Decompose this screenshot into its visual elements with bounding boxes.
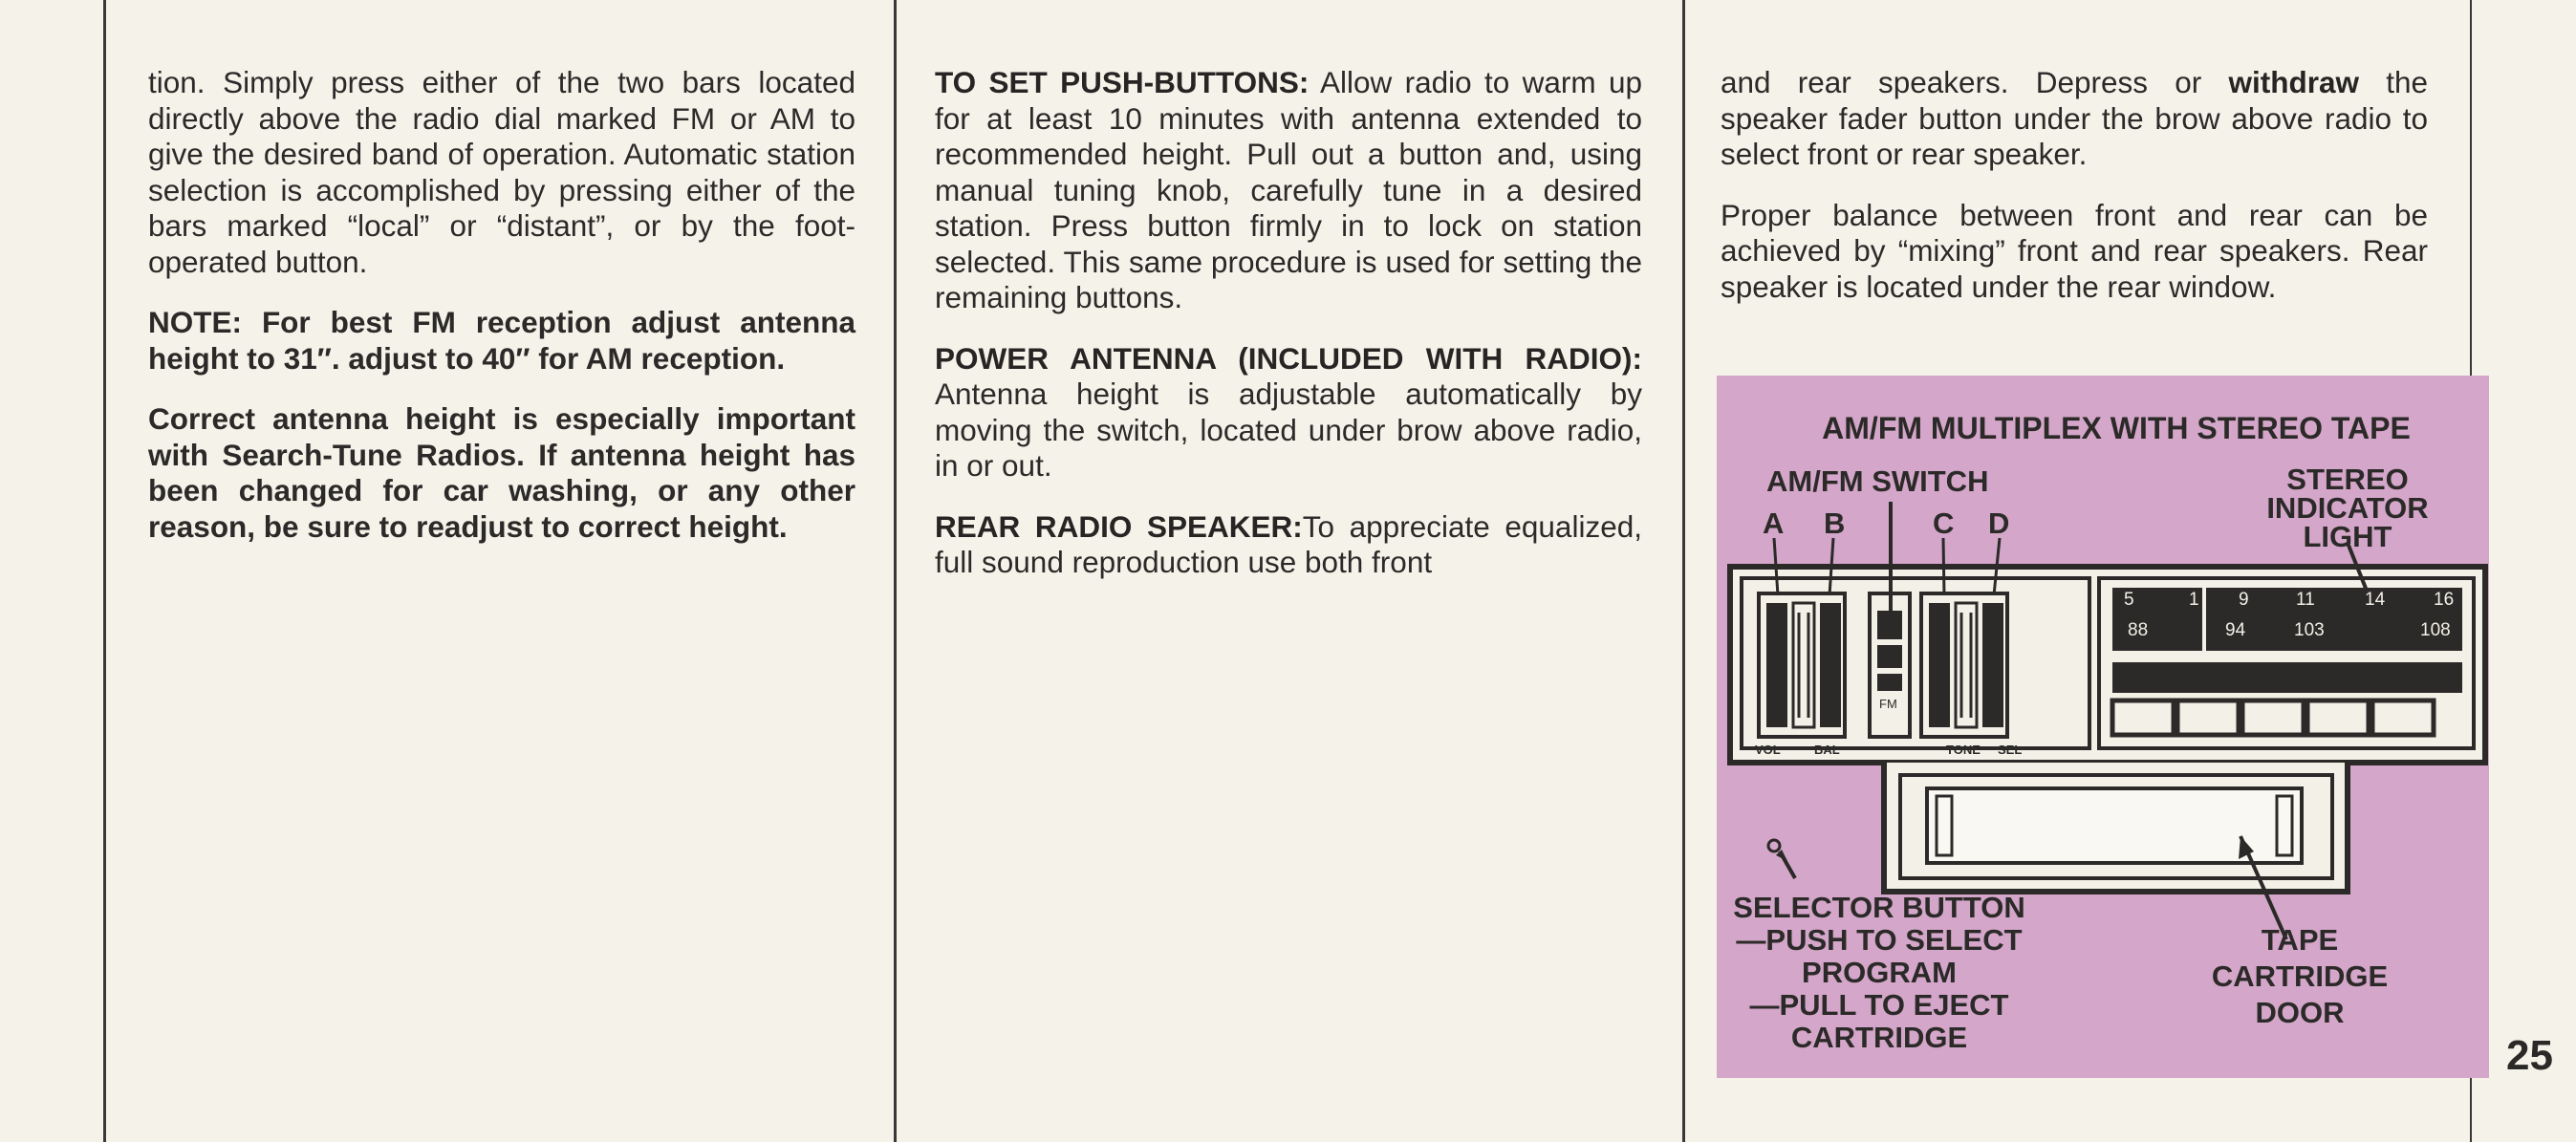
- knob-label-sel: SEL: [1998, 743, 2023, 757]
- fader-bold-withdraw: withdraw: [2228, 65, 2359, 99]
- text-column-1: [148, 65, 855, 570]
- selector-label-line5: CARTRIDGE: [1790, 1021, 1968, 1054]
- knob-label-bal: BAL: [1814, 743, 1840, 757]
- paragraph-balance: Proper balance between front and rear can be achieved by “mixing” front and rear speakers. Rear speaker is located under the rear window.: [1721, 197, 2428, 304]
- switch-letter-c: C: [1933, 506, 1955, 540]
- paragraph-power-antenna: [935, 341, 1642, 485]
- fader-text-b: the speaker fader button under the brow above radio to select front or rear speaker.: [1721, 65, 2428, 171]
- diagram-title: AM/FM MULTIPLEX WITH STEREO TAPE: [1822, 411, 2411, 445]
- paragraph-band-selection: tion. Simply press either of the two bars located directly above the radio dial marked FM or AM to give the desired band of operation. Automatic station selection is accomplished by pressing either of the bars marked “local” or “distant”, or by the foot-operated button.: [148, 65, 855, 279]
- dial-num: 11: [2296, 590, 2315, 610]
- rear-speaker-body: To appreciate equalized, full sound reproduction use both front: [935, 508, 1642, 579]
- dial-num: 1: [2189, 590, 2199, 610]
- push-buttons-body: Allow radio to warm up for at least 10 minutes with antenna extended to recommended height. Pull out a button and, using manual tuning knob, carefully tune in a desired station. Press button firmly in to lock on station selected. This same procedure is used for setting the remaining buttons.: [935, 65, 1642, 314]
- dial-num: 5: [2124, 590, 2134, 610]
- note-antenna-height: [148, 305, 855, 377]
- paragraph-fader: [1721, 65, 2428, 173]
- text-column-3: [1721, 65, 2428, 330]
- stereo-label-line2: INDICATOR: [2266, 491, 2429, 525]
- switch-letter-b: B: [1824, 506, 1846, 540]
- dial-num: 9: [2239, 590, 2249, 610]
- switch-letter-d: D: [1988, 506, 2010, 540]
- dial-num: 103: [2294, 620, 2325, 640]
- dial-num: 14: [2365, 590, 2386, 610]
- importance-text: Correct antenna height is especially important with Search-Tune Radios. If antenna height has been changed for car washing, or any other reason, be sure to readjust to correct height.: [148, 401, 855, 544]
- selector-label-line2: —PUSH TO SELECT: [1736, 923, 2023, 957]
- dial-num: 16: [2434, 590, 2455, 610]
- fm-mark: FM: [1879, 697, 1897, 711]
- power-antenna-body: Antenna height is adjustable automatically by moving the switch, located under brow above radio, in or out.: [935, 377, 1642, 483]
- tuning-dial: [2112, 588, 2462, 651]
- switch-letter-a: A: [1763, 506, 1785, 540]
- column-divider-middle: [894, 0, 897, 1142]
- stereo-label-line3: LIGHT: [2303, 520, 2392, 553]
- stereo-label-line1: STEREO: [2286, 463, 2409, 496]
- selector-button-icon: [1768, 840, 1780, 851]
- am-fm-switch-label: AM/FM SWITCH: [1766, 464, 1989, 498]
- column-divider-left: [103, 0, 106, 1142]
- right-thumbwheels: [1921, 593, 2007, 737]
- preset-buttons: [2112, 700, 2434, 735]
- dial-num: 108: [2420, 620, 2451, 640]
- selector-label-line1: SELECTOR BUTTON: [1733, 891, 2025, 924]
- rear-speaker-heading: REAR RADIO SPEAKER:: [935, 508, 1303, 544]
- dial-num: 88: [2128, 620, 2149, 640]
- column-divider-right: [1682, 0, 1685, 1142]
- page-number: 25: [2506, 1032, 2553, 1079]
- text-column-2: [935, 65, 1642, 606]
- dial-num: 94: [2225, 620, 2246, 640]
- note-text: NOTE: For best FM reception adjust antenna height to 31″. adjust to 40″ for AM reception.: [148, 305, 855, 376]
- tape-label-line2: CARTRIDGE: [2211, 959, 2389, 993]
- power-antenna-heading: POWER ANTENNA (INCLUDED WITH RADIO):: [935, 340, 1642, 376]
- push-buttons-heading: TO SET PUSH-BUTTONS:: [935, 65, 1310, 99]
- fader-text-a: and rear speakers. Depress or: [1721, 65, 2229, 99]
- left-thumbwheels: [1759, 593, 1845, 737]
- knob-label-tone: TONE: [1946, 743, 1981, 757]
- selector-label-line4: —PULL TO EJECT: [1749, 988, 2009, 1022]
- paragraph-antenna-importance: [148, 401, 855, 545]
- paragraph-push-buttons: [935, 65, 1642, 316]
- tape-label-line1: TAPE: [2261, 923, 2339, 957]
- radio-diagram-panel: [1717, 376, 2489, 1078]
- paragraph-rear-speaker: [935, 509, 1642, 581]
- tape-label-line3: DOOR: [2255, 996, 2345, 1029]
- selector-label-line3: PROGRAM: [1802, 956, 1957, 989]
- knob-label-vol: VOL: [1755, 743, 1781, 757]
